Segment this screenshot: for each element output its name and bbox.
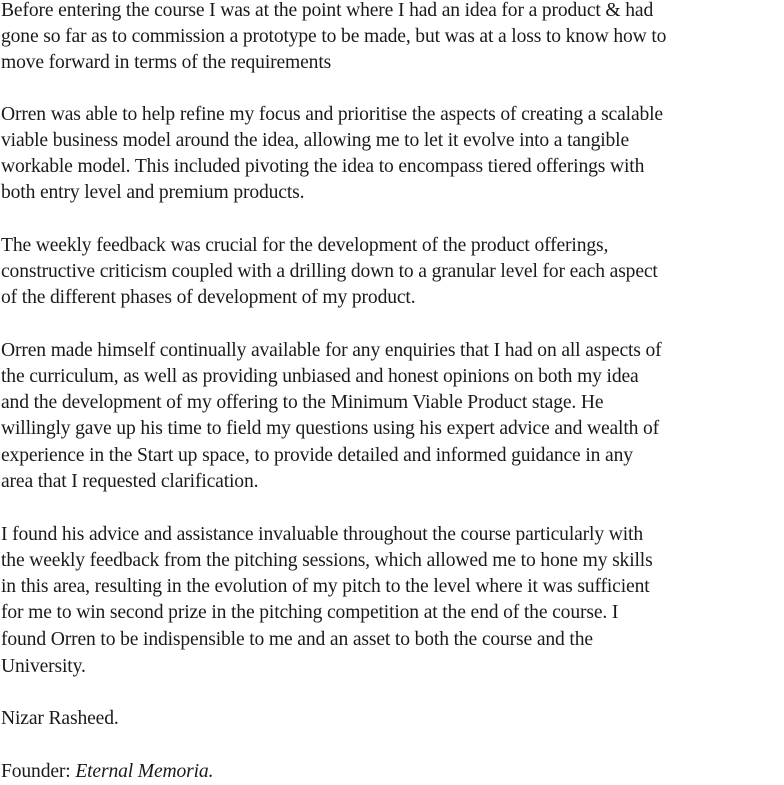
paragraph-line: for me to win second prize in the pitching competition at the end of the course. I — [1, 602, 619, 623]
signature-title-label: Founder: — [1, 761, 76, 782]
paragraph-line: Orren was able to help refine my focus and prioritise the aspects of creating a scalable — [1, 104, 663, 125]
paragraph-line: constructive criticism coupled with a drilling down to a granular level for each aspect — [1, 261, 658, 282]
paragraph-line: the weekly feedback from the pitching sessions, which allowed me to hone my skills — [1, 550, 653, 571]
paragraph-line: move forward in terms of the requirements — [1, 52, 332, 73]
paragraph-line: the curriculum, as well as providing unbiased and honest opinions on both my idea — [1, 366, 639, 387]
paragraph-line: Orren made himself continually available for any enquiries that I had on all aspects of — [1, 340, 662, 361]
paragraph-line: Before entering the course I was at the point where I had an idea for a product & had — [1, 0, 654, 21]
paragraph-line: workable model. This included pivoting the idea to encompass tiered offerings with — [1, 156, 645, 177]
paragraph-line: viable business model around the idea, allowing me to let it evolve into a tangible — [1, 130, 630, 151]
signature-name-text: Nizar Rasheed. — [1, 708, 119, 729]
paragraph-line: in this area, resulting in the evolution of my pitch to the level where it was sufficient — [1, 576, 650, 597]
paragraph-line: gone so far as to commission a prototype to be made, but was at a loss to know how to — [1, 26, 667, 47]
paragraph-line: The weekly feedback was crucial for the development of the product offerings, — [1, 235, 609, 256]
paragraph-line: I found his advice and assistance invaluable throughout the course particularly with — [1, 524, 643, 545]
paragraph-line: both entry level and premium products. — [1, 182, 305, 203]
paragraph-line: area that I requested clarification. — [1, 471, 259, 492]
paragraph-line: of the different phases of development of my product. — [1, 287, 416, 308]
paragraph-line: experience in the Start up space, to provide detailed and informed guidance in any — [1, 445, 633, 466]
signature-title-line — [1, 759, 213, 785]
paragraph-line: willingly gave up his time to field my questions using his expert advice and wealth of — [1, 418, 660, 439]
paragraph-line: found Orren to be indispensible to me and an asset to both the course and the — [1, 629, 593, 650]
signature-company: Eternal Memoria. — [75, 761, 214, 782]
paragraph-line: University. — [1, 656, 86, 677]
paragraph-line: and the development of my offering to the Minimum Viable Product stage. He — [1, 392, 604, 413]
